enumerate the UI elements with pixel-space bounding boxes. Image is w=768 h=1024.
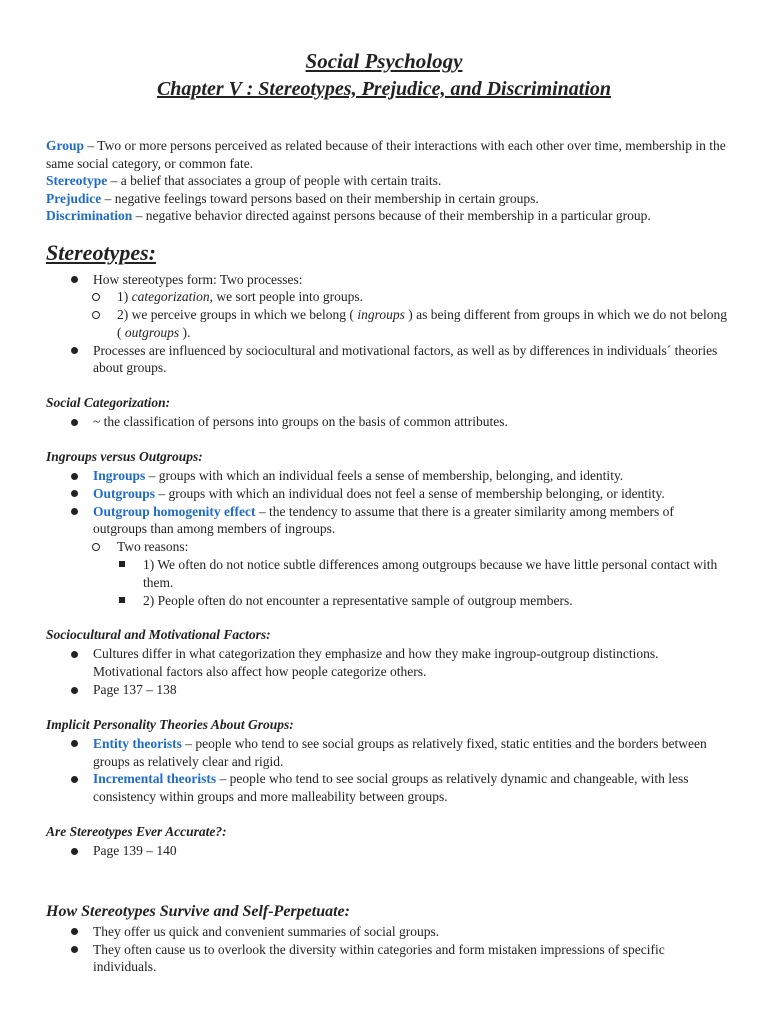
definition-group: [46, 137, 726, 172]
heading-survive: How Stereotypes Survive and Self-Perpetuate:: [46, 902, 350, 920]
definition-stereotype: [46, 172, 726, 190]
term-entity-theorists: Entity theorists: [93, 735, 182, 751]
definition-text: – Two or more persons perceived as related because of their interactions with each other over time, membership in the same social category, or common fate.: [46, 138, 726, 171]
list-item: ~ the classification of persons into groups on the basis of common attributes.: [93, 413, 725, 431]
sublist: [117, 556, 727, 609]
sociocultural-list: [0, 645, 768, 698]
term-outgroup-homogenity: Outgroup homogenity effect: [93, 503, 256, 519]
list-item: Page 139 – 140: [93, 842, 725, 860]
text: – the tendency to assume that there is a greater similarity among members of outgroups than among members of ingroups.: [93, 503, 674, 537]
definition-text: – negative feelings toward persons based on their membership in certain groups.: [101, 190, 539, 206]
definition-prejudice: [46, 190, 726, 208]
italic-text: categorization: [131, 289, 210, 305]
implicit-theories-list: [0, 735, 768, 806]
chapter-title: Chapter V : Stereotypes, Prejudice, and Discrimination: [156, 78, 612, 100]
list-item: [117, 538, 727, 609]
list-item: [93, 770, 725, 806]
list-item-text: How stereotypes form: Two processes:: [93, 271, 303, 287]
survive-list: [0, 923, 768, 976]
definition-discrimination: [46, 207, 726, 225]
list-item: [93, 271, 728, 342]
text: – people who tend to see social groups as relatively fixed, static entities and the borders between groups as relatively clear and rigid.: [93, 735, 707, 769]
definitions-block: [46, 137, 726, 225]
term-ingroups: Ingroups: [93, 468, 146, 484]
sublist: [93, 288, 728, 341]
text: , we sort people into groups.: [209, 289, 363, 305]
ingroups-outgroups-list: [0, 467, 768, 609]
heading-sociocultural: Sociocultural and Motivational Factors:: [46, 627, 271, 643]
term-prejudice: Prejudice: [46, 190, 102, 206]
list-item: Cultures differ in what categorization they emphasize and how they make ingroup-outgroup distinctions. Motivational factors also affect how people categorize others.: [93, 645, 725, 681]
heading-social-categorization: Social Categorization:: [46, 395, 171, 411]
term-incremental-theorists: Incremental theorists: [93, 771, 217, 787]
list-item: [117, 306, 727, 342]
text: 2) we perceive groups in which we belong (: [117, 307, 358, 323]
text: – people who tend to see social groups as relatively dynamic and changeable, with less consistency within groups and more malleability between groups.: [93, 771, 689, 805]
text: ).: [179, 324, 191, 340]
term-group: Group: [46, 138, 85, 153]
heading-ingroups-outgroups: Ingroups versus Outgroups:: [46, 449, 203, 465]
text: – groups with which an individual does not feel a sense of membership belonging, or identity.: [155, 485, 665, 501]
term-outgroups: Outgroups: [93, 485, 156, 501]
definition-text: – a belief that associates a group of people with certain traits.: [107, 173, 442, 188]
list-item: [93, 735, 725, 771]
heading-implicit-theories: Implicit Personality Theories About Groups:: [46, 716, 294, 732]
italic-text: outgroups: [124, 324, 180, 340]
social-categorization-list: [0, 413, 768, 431]
text: – groups with which an individual feels a sense of membership, belonging, and identity.: [145, 468, 624, 484]
list-item: Processes are influenced by sociocultural and motivational factors, as well as by differences in individuals´ theories about groups.: [93, 342, 725, 378]
heading-accurate: Are Stereotypes Ever Accurate?:: [46, 824, 227, 840]
list-item: [93, 485, 725, 503]
stereotypes-list: [0, 271, 768, 378]
list-item: They offer us quick and convenient summaries of social groups.: [93, 923, 725, 941]
sublist: [93, 538, 725, 609]
italic-text: ingroups: [357, 307, 405, 323]
list-item: [93, 467, 725, 485]
definition-text: – negative behavior directed against persons because of their membership in a particular group.: [132, 208, 651, 223]
text: ) as being different from groups in which we do not belong (: [117, 307, 728, 340]
accurate-list: [0, 842, 768, 860]
term-stereotype: Stereotype: [46, 173, 108, 188]
list-item: They often cause us to overlook the diversity within categories and form mistaken impressions of specific individuals.: [93, 941, 725, 977]
text: Two reasons:: [117, 539, 189, 555]
term-discrimination: Discrimination: [46, 208, 133, 223]
document-title: Social Psychology: [305, 49, 463, 73]
list-item: 2) People often do not encounter a representative sample of outgroup members.: [143, 592, 737, 610]
text: 1): [117, 289, 132, 305]
heading-stereotypes: Stereotypes:: [46, 239, 156, 265]
list-item: 1) We often do not notice subtle differences among outgroups because we have little personal contact with them.: [143, 556, 737, 592]
list-item: [93, 503, 725, 610]
list-item: Page 137 – 138: [93, 681, 725, 699]
list-item: [117, 288, 727, 306]
